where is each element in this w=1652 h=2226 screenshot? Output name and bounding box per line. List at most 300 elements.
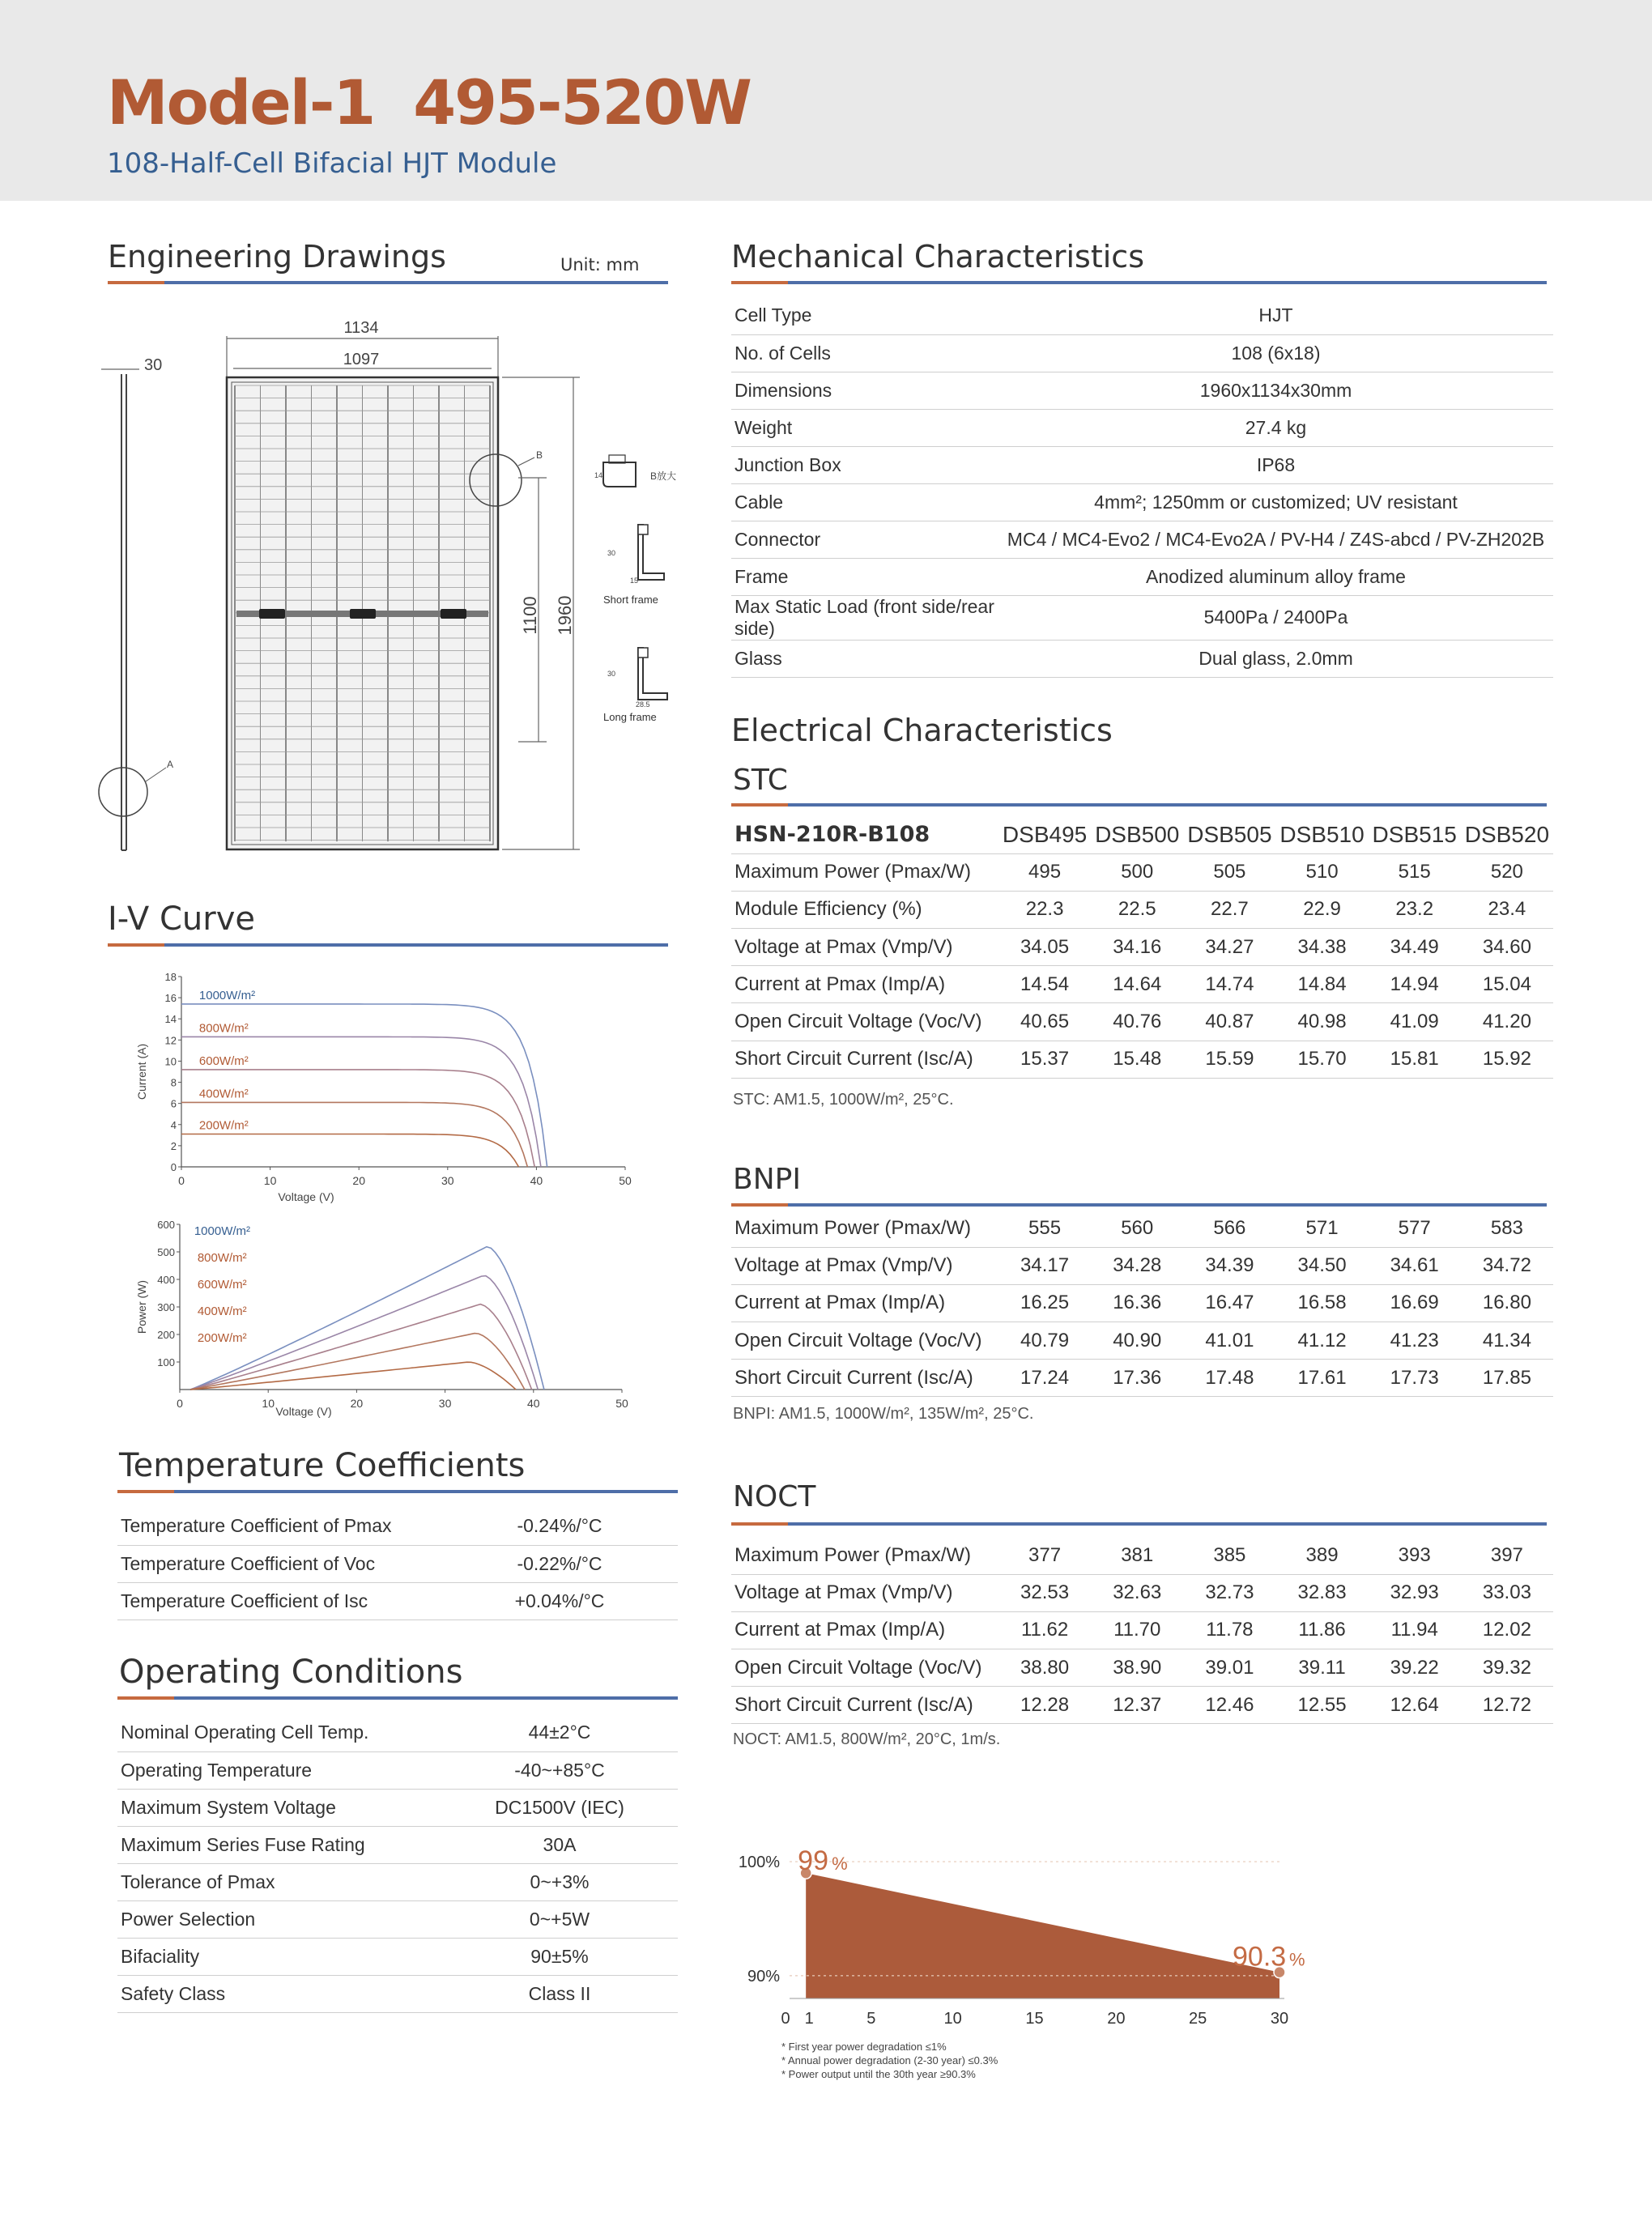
stc-cell: 14.64 <box>1091 966 1183 1003</box>
mechanical-value: IP68 <box>998 446 1553 483</box>
stc-row <box>731 1003 1553 1041</box>
noct-cell: 12.37 <box>1091 1687 1183 1724</box>
bnpi-cell: 16.36 <box>1091 1284 1183 1322</box>
bnpi-row <box>731 1360 1553 1397</box>
long-frame-w: 28.5 <box>636 700 650 709</box>
mechanical-row <box>731 483 1553 521</box>
operating-row <box>117 1751 678 1789</box>
noct-cell: 32.63 <box>1091 1574 1183 1611</box>
iv-curve-title: I-V Curve <box>108 900 255 938</box>
operating-value: 0~+5W <box>441 1900 678 1938</box>
pv-series-label: 400W/m² <box>197 1305 247 1318</box>
bnpi-cell: 41.23 <box>1369 1322 1461 1360</box>
stc-cell: 15.48 <box>1091 1041 1183 1078</box>
degradation-end-label: 90.3 <box>1233 1941 1287 1973</box>
iv-y-tick-label: 16 <box>164 992 177 1005</box>
operating-label: Tolerance of Pmax <box>117 1863 441 1900</box>
noct-row <box>731 1611 1553 1649</box>
noct-note: NOCT: AM1.5, 800W/m², 20°C, 1m/s. <box>733 1730 1001 1748</box>
stc-cell: 23.4 <box>1461 891 1553 928</box>
noct-cell: 38.90 <box>1091 1649 1183 1687</box>
pv-chart <box>121 1211 648 1421</box>
noct-cell: 32.93 <box>1369 1574 1461 1611</box>
pv-series-label: 800W/m² <box>197 1251 247 1265</box>
iv-chart <box>121 964 648 1215</box>
bnpi-cell: 16.80 <box>1461 1284 1553 1322</box>
iv-x-tick-label: 50 <box>619 1174 632 1187</box>
noct-label: Voltage at Pmax (Vmp/V) <box>731 1574 998 1611</box>
mechanical-label: Connector <box>731 521 998 558</box>
iv-y-tick-label: 8 <box>170 1076 177 1089</box>
iv-y-tick-label: 12 <box>164 1034 177 1047</box>
pv-y-label: Power (W) <box>135 1279 148 1334</box>
iv-y-tick-label: 0 <box>170 1161 177 1173</box>
operating-label: Operating Temperature <box>117 1751 441 1789</box>
noct-label: Current at Pmax (Imp/A) <box>731 1611 998 1649</box>
stc-row <box>731 929 1553 966</box>
operating-title: Operating Conditions <box>119 1654 463 1691</box>
degradation-y-tick-label: 100% <box>738 1854 780 1872</box>
pv-y-tick-label: 300 <box>157 1301 175 1313</box>
noct-cell: 38.80 <box>998 1649 1091 1687</box>
mechanical-value: Dual glass, 2.0mm <box>998 640 1553 677</box>
stc-cell: 40.76 <box>1091 1003 1183 1041</box>
bnpi-cell: 583 <box>1461 1210 1553 1247</box>
bnpi-cell: 16.58 <box>1275 1284 1368 1322</box>
stc-cell: 40.87 <box>1183 1003 1275 1041</box>
detail-small-dim: 14 <box>594 471 603 479</box>
bnpi-cell: 17.61 <box>1275 1360 1368 1397</box>
degradation-x-tick-label: 5 <box>866 2010 876 2028</box>
stc-column-header: DSB505 <box>1183 816 1275 853</box>
bnpi-cell: 555 <box>998 1210 1091 1247</box>
operating-row <box>117 1826 678 1863</box>
bnpi-cell: 40.79 <box>998 1322 1091 1360</box>
pv-x-tick-label: 40 <box>527 1397 540 1410</box>
temperature-label: Temperature Coefficient of Voc <box>117 1545 441 1582</box>
pv-x-tick-label: 30 <box>438 1397 452 1410</box>
stc-label: Maximum Power (Pmax/W) <box>731 853 998 891</box>
noct-cell: 385 <box>1183 1537 1275 1574</box>
mechanical-value: MC4 / MC4-Evo2 / MC4-Evo2A / PV-H4 / Z4S-abcd / PV-ZH202B <box>998 521 1553 558</box>
iv-series-label: 200W/m² <box>198 1118 249 1133</box>
stc-cell: 14.94 <box>1369 966 1461 1003</box>
stc-model-header: HSN-210R-B108 <box>731 816 998 853</box>
degradation-note: * Power output until the 30th year ≥90.3% <box>781 2068 976 2080</box>
operating-label: Maximum System Voltage <box>117 1789 441 1826</box>
temperature-row <box>117 1508 678 1545</box>
operating-row <box>117 1714 678 1751</box>
noct-label: Open Circuit Voltage (Voc/V) <box>731 1649 998 1687</box>
stc-label: Short Circuit Current (Isc/A) <box>731 1041 998 1078</box>
iv-series-label: 1000W/m² <box>198 988 256 1002</box>
noct-cell: 12.72 <box>1461 1687 1553 1724</box>
iv-y-tick-label: 10 <box>164 1055 177 1068</box>
iv-series-label: 600W/m² <box>198 1053 249 1068</box>
bnpi-row <box>731 1284 1553 1322</box>
noct-label: Short Circuit Current (Isc/A) <box>731 1687 998 1724</box>
stc-row <box>731 891 1553 928</box>
inner-width-dim: 1097 <box>343 351 380 368</box>
stc-column-header: DSB520 <box>1461 816 1553 853</box>
mechanical-label: Max Static Load (front side/rear side) <box>731 595 998 640</box>
noct-cell: 12.64 <box>1369 1687 1461 1724</box>
stc-row <box>731 966 1553 1003</box>
long-frame-h: 30 <box>607 670 616 678</box>
iv-x-tick-label: 20 <box>352 1174 365 1187</box>
iv-y-tick-label: 4 <box>170 1118 177 1131</box>
stc-cell: 15.04 <box>1461 966 1553 1003</box>
temperature-value: +0.04%/°C <box>441 1582 678 1619</box>
noct-cell: 12.46 <box>1183 1687 1275 1724</box>
operating-label: Power Selection <box>117 1900 441 1938</box>
degradation-y-tick-label: 90% <box>747 1967 780 1986</box>
degradation-x-tick-label: 20 <box>1107 2010 1126 2028</box>
bnpi-label: Short Circuit Current (Isc/A) <box>731 1360 998 1397</box>
stc-cell: 14.84 <box>1275 966 1368 1003</box>
stc-column-header: DSB500 <box>1091 816 1183 853</box>
stc-label: Module Efficiency (%) <box>731 891 998 928</box>
noct-cell: 397 <box>1461 1537 1553 1574</box>
mechanical-row <box>731 409 1553 446</box>
noct-cell: 32.73 <box>1183 1574 1275 1611</box>
temperature-row <box>117 1582 678 1619</box>
bnpi-cell: 34.17 <box>998 1247 1091 1284</box>
noct-cell: 12.28 <box>998 1687 1091 1724</box>
mechanical-value: 4mm²; 1250mm or customized; UV resistant <box>998 483 1553 521</box>
iv-series-label: 800W/m² <box>198 1021 249 1036</box>
long-frame-label: Long frame <box>603 711 657 723</box>
engineering-rule <box>108 281 668 284</box>
temperature-rule <box>117 1490 678 1493</box>
noct-rule <box>731 1522 1547 1526</box>
operating-value: 30A <box>441 1826 678 1863</box>
bnpi-cell: 41.01 <box>1183 1322 1275 1360</box>
stc-cell: 500 <box>1091 853 1183 891</box>
stc-column-header: DSB495 <box>998 816 1091 853</box>
bnpi-cell: 16.47 <box>1183 1284 1275 1322</box>
mechanical-label: Dimensions <box>731 372 998 409</box>
stc-cell: 22.3 <box>998 891 1091 928</box>
unit-label: Unit: mm <box>560 255 640 275</box>
bnpi-cell: 40.90 <box>1091 1322 1183 1360</box>
operating-value: 90±5% <box>441 1938 678 1975</box>
pv-series-label: 600W/m² <box>197 1278 247 1292</box>
page-title <box>107 66 751 138</box>
mechanical-value: HJT <box>998 297 1553 334</box>
label-b: B <box>536 449 543 461</box>
noct-cell: 39.01 <box>1183 1649 1275 1687</box>
stc-cell: 34.27 <box>1183 929 1275 966</box>
degradation-note: * Annual power degradation (2-30 year) ≤0.3% <box>781 2054 998 2066</box>
noct-cell: 381 <box>1091 1537 1183 1574</box>
pv-x-tick-label: 50 <box>615 1397 628 1410</box>
bnpi-cell: 17.73 <box>1369 1360 1461 1397</box>
operating-row <box>117 1938 678 1975</box>
mechanical-label: Weight <box>731 409 998 446</box>
bnpi-row <box>731 1322 1553 1360</box>
bnpi-cell: 560 <box>1091 1210 1183 1247</box>
stc-cell: 15.37 <box>998 1041 1091 1078</box>
noct-row <box>731 1537 1553 1574</box>
electrical-title: Electrical Characteristics <box>731 713 1113 748</box>
iv-y-tick-label: 18 <box>164 971 177 983</box>
bnpi-cell: 571 <box>1275 1210 1368 1247</box>
pv-x-label: Voltage (V) <box>275 1405 332 1418</box>
degradation-area <box>806 1873 1279 1998</box>
temperature-label: Temperature Coefficient of Isc <box>117 1582 441 1619</box>
temperature-title: Temperature Coefficients <box>119 1447 526 1484</box>
stc-label: Current at Pmax (Imp/A) <box>731 966 998 1003</box>
bnpi-cell: 17.24 <box>998 1360 1091 1397</box>
operating-table <box>117 1714 678 2013</box>
stc-cell: 22.7 <box>1183 891 1275 928</box>
bnpi-label: Current at Pmax (Imp/A) <box>731 1284 998 1322</box>
operating-value: Class II <box>441 1975 678 2012</box>
pv-y-tick-label: 100 <box>157 1356 175 1368</box>
mechanical-label: Frame <box>731 558 998 595</box>
stc-cell: 40.65 <box>998 1003 1091 1041</box>
mechanical-label: Cell Type <box>731 297 998 334</box>
stc-cell: 495 <box>998 853 1091 891</box>
operating-row <box>117 1900 678 1938</box>
bnpi-cell: 16.69 <box>1369 1284 1461 1322</box>
degradation-x-tick-label: 10 <box>943 2010 962 2028</box>
mechanical-label: Junction Box <box>731 446 998 483</box>
stc-cell: 505 <box>1183 853 1275 891</box>
noct-cell: 393 <box>1369 1537 1461 1574</box>
stc-cell: 15.81 <box>1369 1041 1461 1078</box>
mechanical-title: Mechanical Characteristics <box>731 239 1144 275</box>
noct-label: Maximum Power (Pmax/W) <box>731 1537 998 1574</box>
stc-column-header: DSB515 <box>1369 816 1461 853</box>
bnpi-cell: 17.36 <box>1091 1360 1183 1397</box>
degradation-x-tick-label: 1 <box>804 2010 814 2028</box>
operating-value: 0~+3% <box>441 1863 678 1900</box>
bnpi-cell: 34.72 <box>1461 1247 1553 1284</box>
noct-cell: 389 <box>1275 1537 1368 1574</box>
degradation-start-label: 99 <box>798 1845 828 1877</box>
bnpi-cell: 34.50 <box>1275 1247 1368 1284</box>
mechanical-label: No. of Cells <box>731 334 998 372</box>
bnpi-row <box>731 1247 1553 1284</box>
operating-label: Bifaciality <box>117 1938 441 1975</box>
iv-x-tick-label: 10 <box>263 1174 277 1187</box>
iv-x-tick-label: 30 <box>441 1174 454 1187</box>
stc-cell: 40.98 <box>1275 1003 1368 1041</box>
iv-curve-rule <box>108 943 668 947</box>
outer-width-dim: 1134 <box>343 319 379 337</box>
short-frame-label: Short frame <box>603 594 658 606</box>
mechanical-row <box>731 446 1553 483</box>
operating-value: DC1500V (IEC) <box>441 1789 678 1826</box>
power-range: 495-520W <box>413 66 751 138</box>
bnpi-cell: 34.61 <box>1369 1247 1461 1284</box>
degradation-x-tick-label: 30 <box>1270 2010 1289 2028</box>
mechanical-value: 1960x1134x30mm <box>998 372 1553 409</box>
noct-cell: 39.32 <box>1461 1649 1553 1687</box>
noct-cell: 32.83 <box>1275 1574 1368 1611</box>
bnpi-label: Open Circuit Voltage (Voc/V) <box>731 1322 998 1360</box>
mechanical-value: 5400Pa / 2400Pa <box>998 595 1553 640</box>
bnpi-cell: 577 <box>1369 1210 1461 1247</box>
stc-label: Voltage at Pmax (Vmp/V) <box>731 929 998 966</box>
stc-row <box>731 1041 1553 1078</box>
iv-y-tick-label: 14 <box>164 1013 177 1026</box>
mechanical-row <box>731 595 1553 640</box>
mechanical-row <box>731 521 1553 558</box>
mechanical-value: Anodized aluminum alloy frame <box>998 558 1553 595</box>
operating-label: Safety Class <box>117 1975 441 2012</box>
noct-cell: 33.03 <box>1461 1574 1553 1611</box>
noct-title: NOCT <box>733 1480 816 1513</box>
noct-cell: 12.55 <box>1275 1687 1368 1724</box>
noct-cell: 11.62 <box>998 1611 1091 1649</box>
operating-label: Nominal Operating Cell Temp. <box>117 1714 441 1751</box>
degradation-start-pct: % <box>832 1854 848 1875</box>
pv-series-label: 1000W/m² <box>194 1224 251 1238</box>
operating-row <box>117 1863 678 1900</box>
noct-cell: 11.70 <box>1091 1611 1183 1649</box>
stc-cell: 34.05 <box>998 929 1091 966</box>
degradation-x-tick-label: 25 <box>1189 2010 1207 2028</box>
stc-title: STC <box>733 764 788 797</box>
temperature-label: Temperature Coefficient of Pmax <box>117 1508 441 1545</box>
bnpi-cell: 34.39 <box>1183 1247 1275 1284</box>
noct-cell: 39.22 <box>1369 1649 1461 1687</box>
noct-cell: 377 <box>998 1537 1091 1574</box>
noct-cell: 11.86 <box>1275 1611 1368 1649</box>
temperature-value: -0.22%/°C <box>441 1545 678 1582</box>
bnpi-cell: 16.25 <box>998 1284 1091 1322</box>
iv-y-tick-label: 2 <box>170 1139 177 1152</box>
iv-y-tick-label: 6 <box>170 1097 177 1110</box>
bnpi-cell: 566 <box>1183 1210 1275 1247</box>
pv-x-tick-label: 0 <box>177 1397 183 1410</box>
model-name: Model-1 <box>107 66 375 138</box>
bnpi-rule <box>731 1203 1547 1207</box>
bnpi-table <box>731 1210 1553 1397</box>
degradation-end-pct: % <box>1289 1949 1305 1970</box>
iv-series-line <box>181 1134 519 1168</box>
engineering-title: Engineering Drawings <box>108 239 446 275</box>
stc-note: STC: AM1.5, 1000W/m², 25°C. <box>733 1091 954 1109</box>
mechanical-value: 108 (6x18) <box>998 334 1553 372</box>
pv-x-tick-label: 20 <box>350 1397 364 1410</box>
label-a: A <box>167 759 174 770</box>
noct-cell: 12.02 <box>1461 1611 1553 1649</box>
bnpi-title: BNPI <box>733 1163 801 1196</box>
operating-rule <box>117 1696 678 1700</box>
stc-cell: 15.59 <box>1183 1041 1275 1078</box>
bnpi-cell: 41.12 <box>1275 1322 1368 1360</box>
degradation-note: * First year power degradation ≤1% <box>781 2041 947 2053</box>
mechanical-row <box>731 640 1553 677</box>
bnpi-row <box>731 1210 1553 1247</box>
iv-x-tick-label: 40 <box>530 1174 543 1187</box>
stc-row <box>731 853 1553 891</box>
noct-row <box>731 1574 1553 1611</box>
stc-cell: 14.74 <box>1183 966 1275 1003</box>
stc-cell: 15.92 <box>1461 1041 1553 1078</box>
mechanical-rule <box>731 281 1547 284</box>
noct-table <box>731 1537 1553 1724</box>
bnpi-cell: 17.48 <box>1183 1360 1275 1397</box>
thickness-dim: 30 <box>144 356 163 374</box>
engineering-drawing <box>89 304 688 862</box>
stc-cell: 34.16 <box>1091 929 1183 966</box>
operating-row <box>117 1789 678 1826</box>
stc-cell: 22.9 <box>1275 891 1368 928</box>
bnpi-cell: 41.34 <box>1461 1322 1553 1360</box>
stc-cell: 22.5 <box>1091 891 1183 928</box>
stc-table <box>731 816 1553 1079</box>
mechanical-label: Glass <box>731 640 998 677</box>
mechanical-label: Cable <box>731 483 998 521</box>
pv-x-tick-label: 10 <box>262 1397 275 1410</box>
degradation-chart <box>721 1822 1336 2089</box>
stc-cell: 34.60 <box>1461 929 1553 966</box>
stc-cell: 41.20 <box>1461 1003 1553 1041</box>
temperature-table <box>117 1508 678 1620</box>
bnpi-cell: 17.85 <box>1461 1360 1553 1397</box>
bnpi-label: Maximum Power (Pmax/W) <box>731 1210 998 1247</box>
temperature-value: -0.24%/°C <box>441 1508 678 1545</box>
stc-cell: 23.2 <box>1369 891 1461 928</box>
operating-value: -40~+85°C <box>441 1751 678 1789</box>
iv-series-label: 400W/m² <box>198 1087 249 1101</box>
pv-y-tick-label: 500 <box>157 1246 175 1258</box>
pv-y-tick-label: 400 <box>157 1274 175 1286</box>
noct-cell: 11.78 <box>1183 1611 1275 1649</box>
stc-cell: 34.38 <box>1275 929 1368 966</box>
stc-cell: 34.49 <box>1369 929 1461 966</box>
mechanical-table <box>731 297 1553 678</box>
mechanical-value: 27.4 kg <box>998 409 1553 446</box>
bnpi-note: BNPI: AM1.5, 1000W/m², 135W/m², 25°C. <box>733 1405 1034 1423</box>
stc-label: Open Circuit Voltage (Voc/V) <box>731 1003 998 1041</box>
operating-row <box>117 1975 678 2012</box>
short-frame-h: 30 <box>607 549 616 557</box>
degradation-x-tick-label: 0 <box>781 2010 790 2028</box>
mechanical-row <box>731 297 1553 334</box>
mechanical-row <box>731 372 1553 409</box>
noct-row <box>731 1649 1553 1687</box>
operating-value: 44±2°C <box>441 1714 678 1751</box>
stc-cell: 15.70 <box>1275 1041 1368 1078</box>
pv-y-tick-label: 200 <box>157 1329 175 1341</box>
noct-cell: 39.11 <box>1275 1649 1368 1687</box>
pv-y-tick-label: 600 <box>157 1219 175 1231</box>
noct-cell: 32.53 <box>998 1574 1091 1611</box>
short-frame-w: 15 <box>630 577 639 585</box>
iv-y-label: Current (A) <box>135 1043 148 1100</box>
temperature-row <box>117 1545 678 1582</box>
iv-x-label: Voltage (V) <box>278 1190 334 1203</box>
bnpi-label: Voltage at Pmax (Vmp/V) <box>731 1247 998 1284</box>
operating-label: Maximum Series Fuse Rating <box>117 1826 441 1863</box>
stc-cell: 41.09 <box>1369 1003 1461 1041</box>
stc-rule <box>731 803 1547 807</box>
iv-x-tick-label: 0 <box>178 1174 185 1187</box>
mechanical-row <box>731 334 1553 372</box>
mechanical-row <box>731 558 1553 595</box>
stc-column-header: DSB510 <box>1275 816 1368 853</box>
detail-b-note: B放大 <box>650 470 677 482</box>
bnpi-cell: 34.28 <box>1091 1247 1183 1284</box>
stc-cell: 515 <box>1369 853 1461 891</box>
noct-row <box>731 1687 1553 1724</box>
